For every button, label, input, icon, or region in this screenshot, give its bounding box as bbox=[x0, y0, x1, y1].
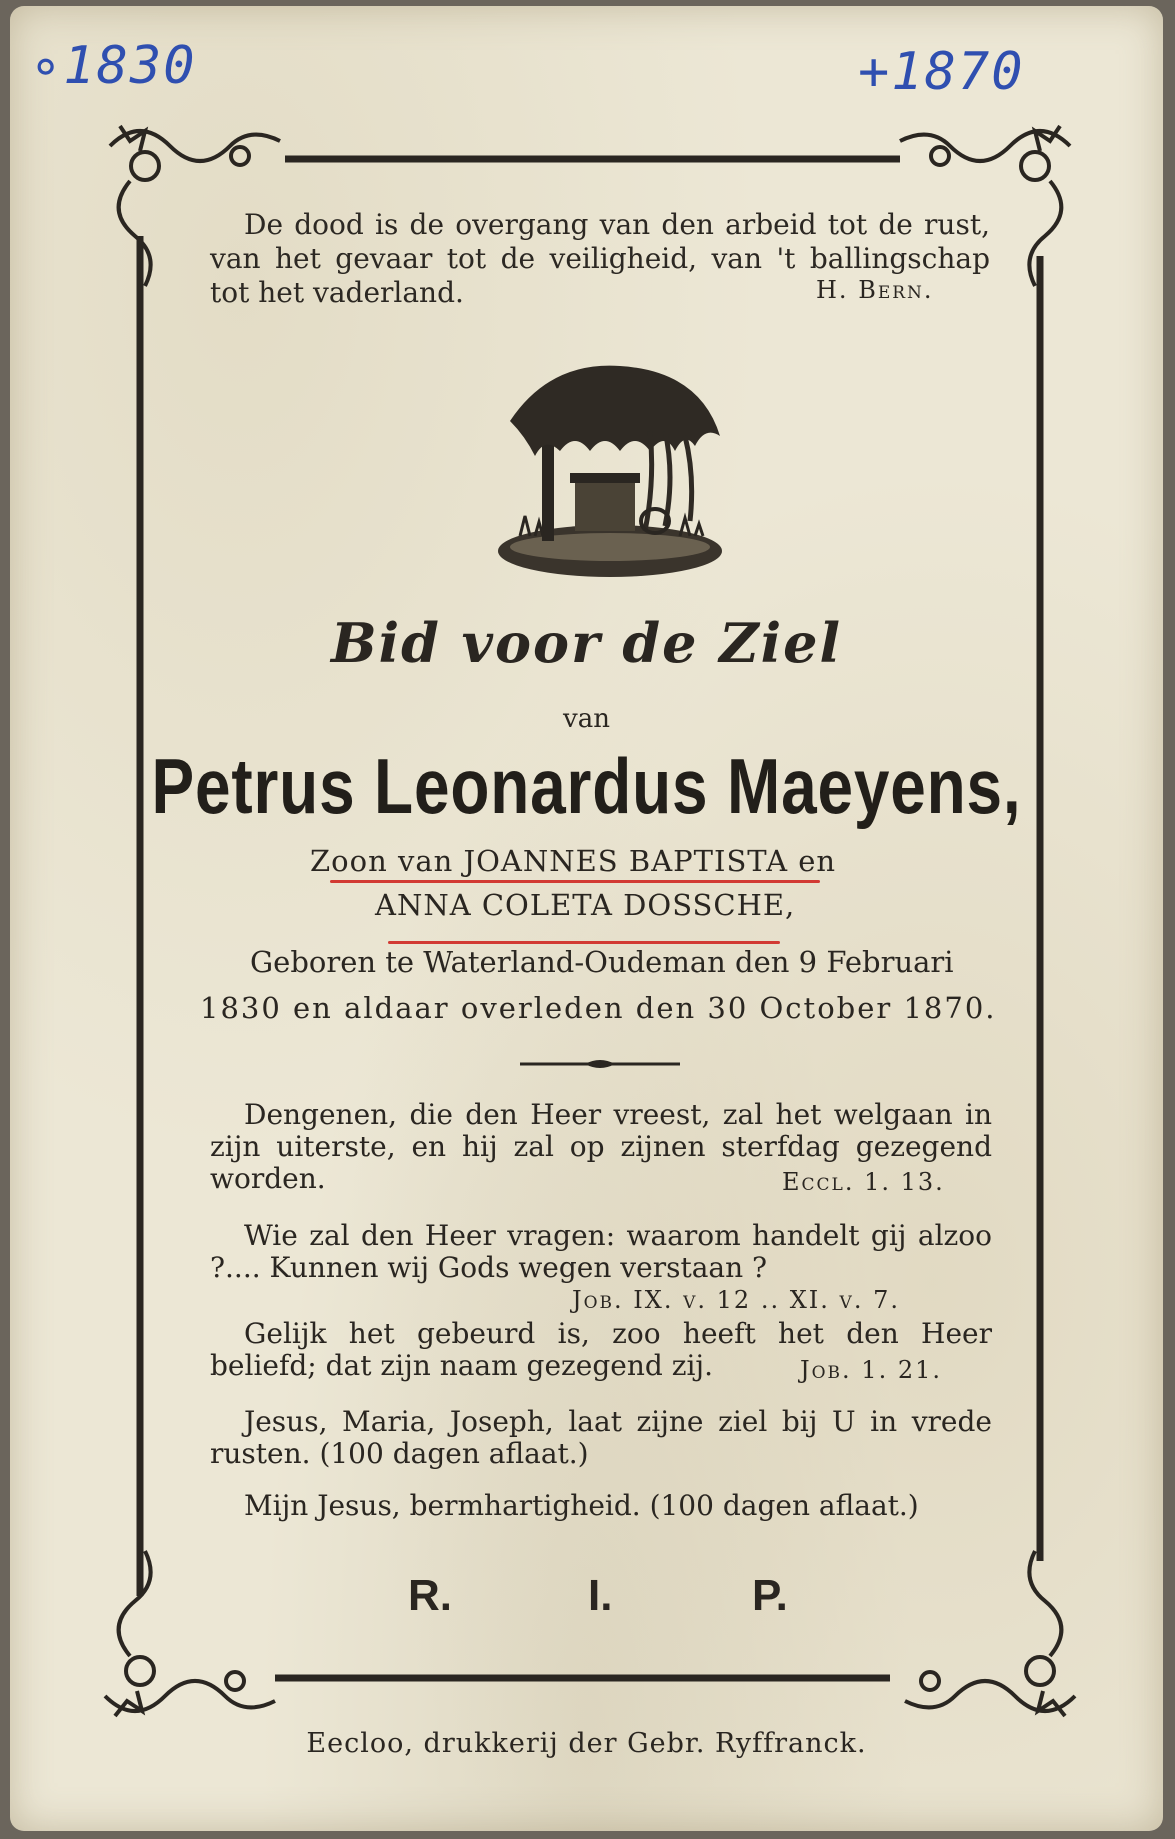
death-line: 1830 en aldaar overleden den 30 October 1870. bbox=[200, 991, 997, 1025]
verse-3-reference: Job. 1. 21. bbox=[800, 1356, 943, 1384]
deceased-name: Petrus Leonardus Maeyens, bbox=[151, 742, 1022, 830]
opening-quote: De dood is de overgang van den arbeid tot de rust, van het gevaar tot de veiligheid, van 't ballingschap tot het vaderland. bbox=[210, 208, 990, 309]
willow-tree-icon bbox=[490, 361, 730, 586]
red-underline-1 bbox=[330, 880, 820, 883]
divider-ornament bbox=[520, 1058, 680, 1070]
birth-death-text bbox=[200, 939, 1000, 1031]
prayer-2: Mijn Jesus, bermhartigheid. (100 dagen aflaat.) bbox=[244, 1489, 919, 1522]
parents-line-2: ANNA COLETA DOSSCHE, bbox=[375, 888, 796, 922]
handwritten-death-year: +1870 bbox=[858, 42, 1025, 102]
quote-attribution: H. Bern. bbox=[816, 276, 934, 304]
corner-ornament-bottom-left bbox=[105, 1551, 275, 1716]
verse-3: Gelijk het gebeurd is, zoo heeft het den Heer beliefd; dat zijn naam gezegend zij. bbox=[210, 1317, 992, 1382]
heading-pray-for-soul: Bid voor de Ziel bbox=[330, 611, 843, 675]
verse-2: Wie zal den Heer vragen: waarom handelt gij alzoo ?.... Kunnen wij Gods wegen verstaan ? bbox=[210, 1219, 992, 1284]
van-label: van bbox=[563, 704, 610, 734]
rip-letter-p: P. bbox=[752, 1571, 788, 1620]
handwritten-birth-year: ∘1830 bbox=[30, 36, 197, 96]
rip-letter-i: I. bbox=[588, 1571, 613, 1620]
corner-ornament-bottom-right bbox=[905, 1551, 1075, 1716]
prayer-1: Jesus, Maria, Joseph, laat zijne ziel bij U in vrede rusten. (100 dagen aflaat.) bbox=[210, 1405, 992, 1470]
memorial-card bbox=[10, 6, 1163, 1831]
verse-2-reference: Job. IX. v. 12 .. XI. v. 7. bbox=[572, 1286, 900, 1314]
parents-line-1: Zoon van JOANNES BAPTISTA en bbox=[310, 844, 837, 878]
printer-credit: Eecloo, drukkerij der Gebr. Ryffranck. bbox=[306, 1728, 867, 1759]
verse-1: Dengenen, die den Heer vreest, zal het welgaan in zijn uiterste, en hij zal op zijnen sterfdag gezegend worden. bbox=[210, 1098, 992, 1195]
birth-line: Geboren te Waterland-Oudeman den 9 Februari bbox=[250, 945, 954, 979]
verse-1-reference: Eccl. 1. 13. bbox=[782, 1168, 945, 1196]
rip-letter-r: R. bbox=[408, 1571, 452, 1620]
